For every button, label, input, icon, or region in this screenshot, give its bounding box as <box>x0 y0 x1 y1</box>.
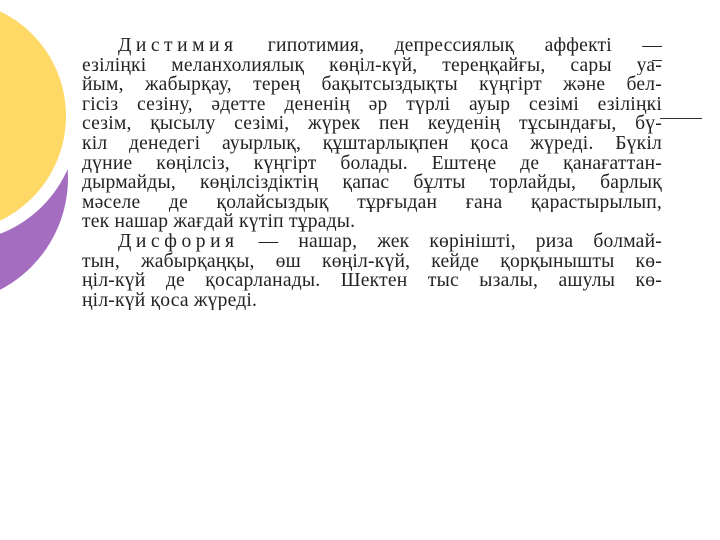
text-line: ңіл-күй де қосарланады. Шектен тыс ызалы, ашулы кө- <box>82 271 662 291</box>
text-line: ңіл-күй қоса жүреді. <box>82 290 258 311</box>
text-line: тек нашар жағдай күтіп тұрады. <box>82 212 356 232</box>
text-line: Дисфория — нашар, жек көрінішті, риза болмай- <box>118 231 662 252</box>
text-line: дырмайды, көңілсіздіктің қапас бұлты торлайды, барлық <box>82 173 662 193</box>
margin-rule <box>660 118 702 119</box>
term-dysphoria: Дисфория <box>118 231 239 252</box>
text-line: Дистимия гипотимия, депрессиялық аффекті — <box>118 36 662 56</box>
scanned-text-block <box>82 36 662 310</box>
text-line: тын, жабырқаңқы, өш көңіл-күй, кейде қорқынышты кө- <box>82 251 662 272</box>
text-line: кіл денедегі ауырлық, құштарлықпен қоса жүреді. Бүкіл <box>82 133 662 154</box>
text-line: дүние көңілсіз, күңгірт болады. Ештеңе де қанағаттан- <box>82 153 662 174</box>
text-line: гісіз сезіну, әдетте дененің әр түрлі ауыр сезімі езіліңкі <box>82 94 662 115</box>
text-line: сезім, қысылу сезімі, жүрек пен кеуденің тұсындағы, бү- <box>82 114 662 134</box>
text-line: езіліңкі меланхолиялық көңіл-күй, тереңқайғы, сары уа- <box>82 55 662 76</box>
term-dysthymia: Дистимия <box>118 36 238 56</box>
text-line: йым, жабырқау, терең бақытсыздықты күңгірт және бел- <box>82 75 662 95</box>
text-line: мәселе де қолайсыздық тұрғыдан ғана қарастырылып, <box>82 192 662 213</box>
